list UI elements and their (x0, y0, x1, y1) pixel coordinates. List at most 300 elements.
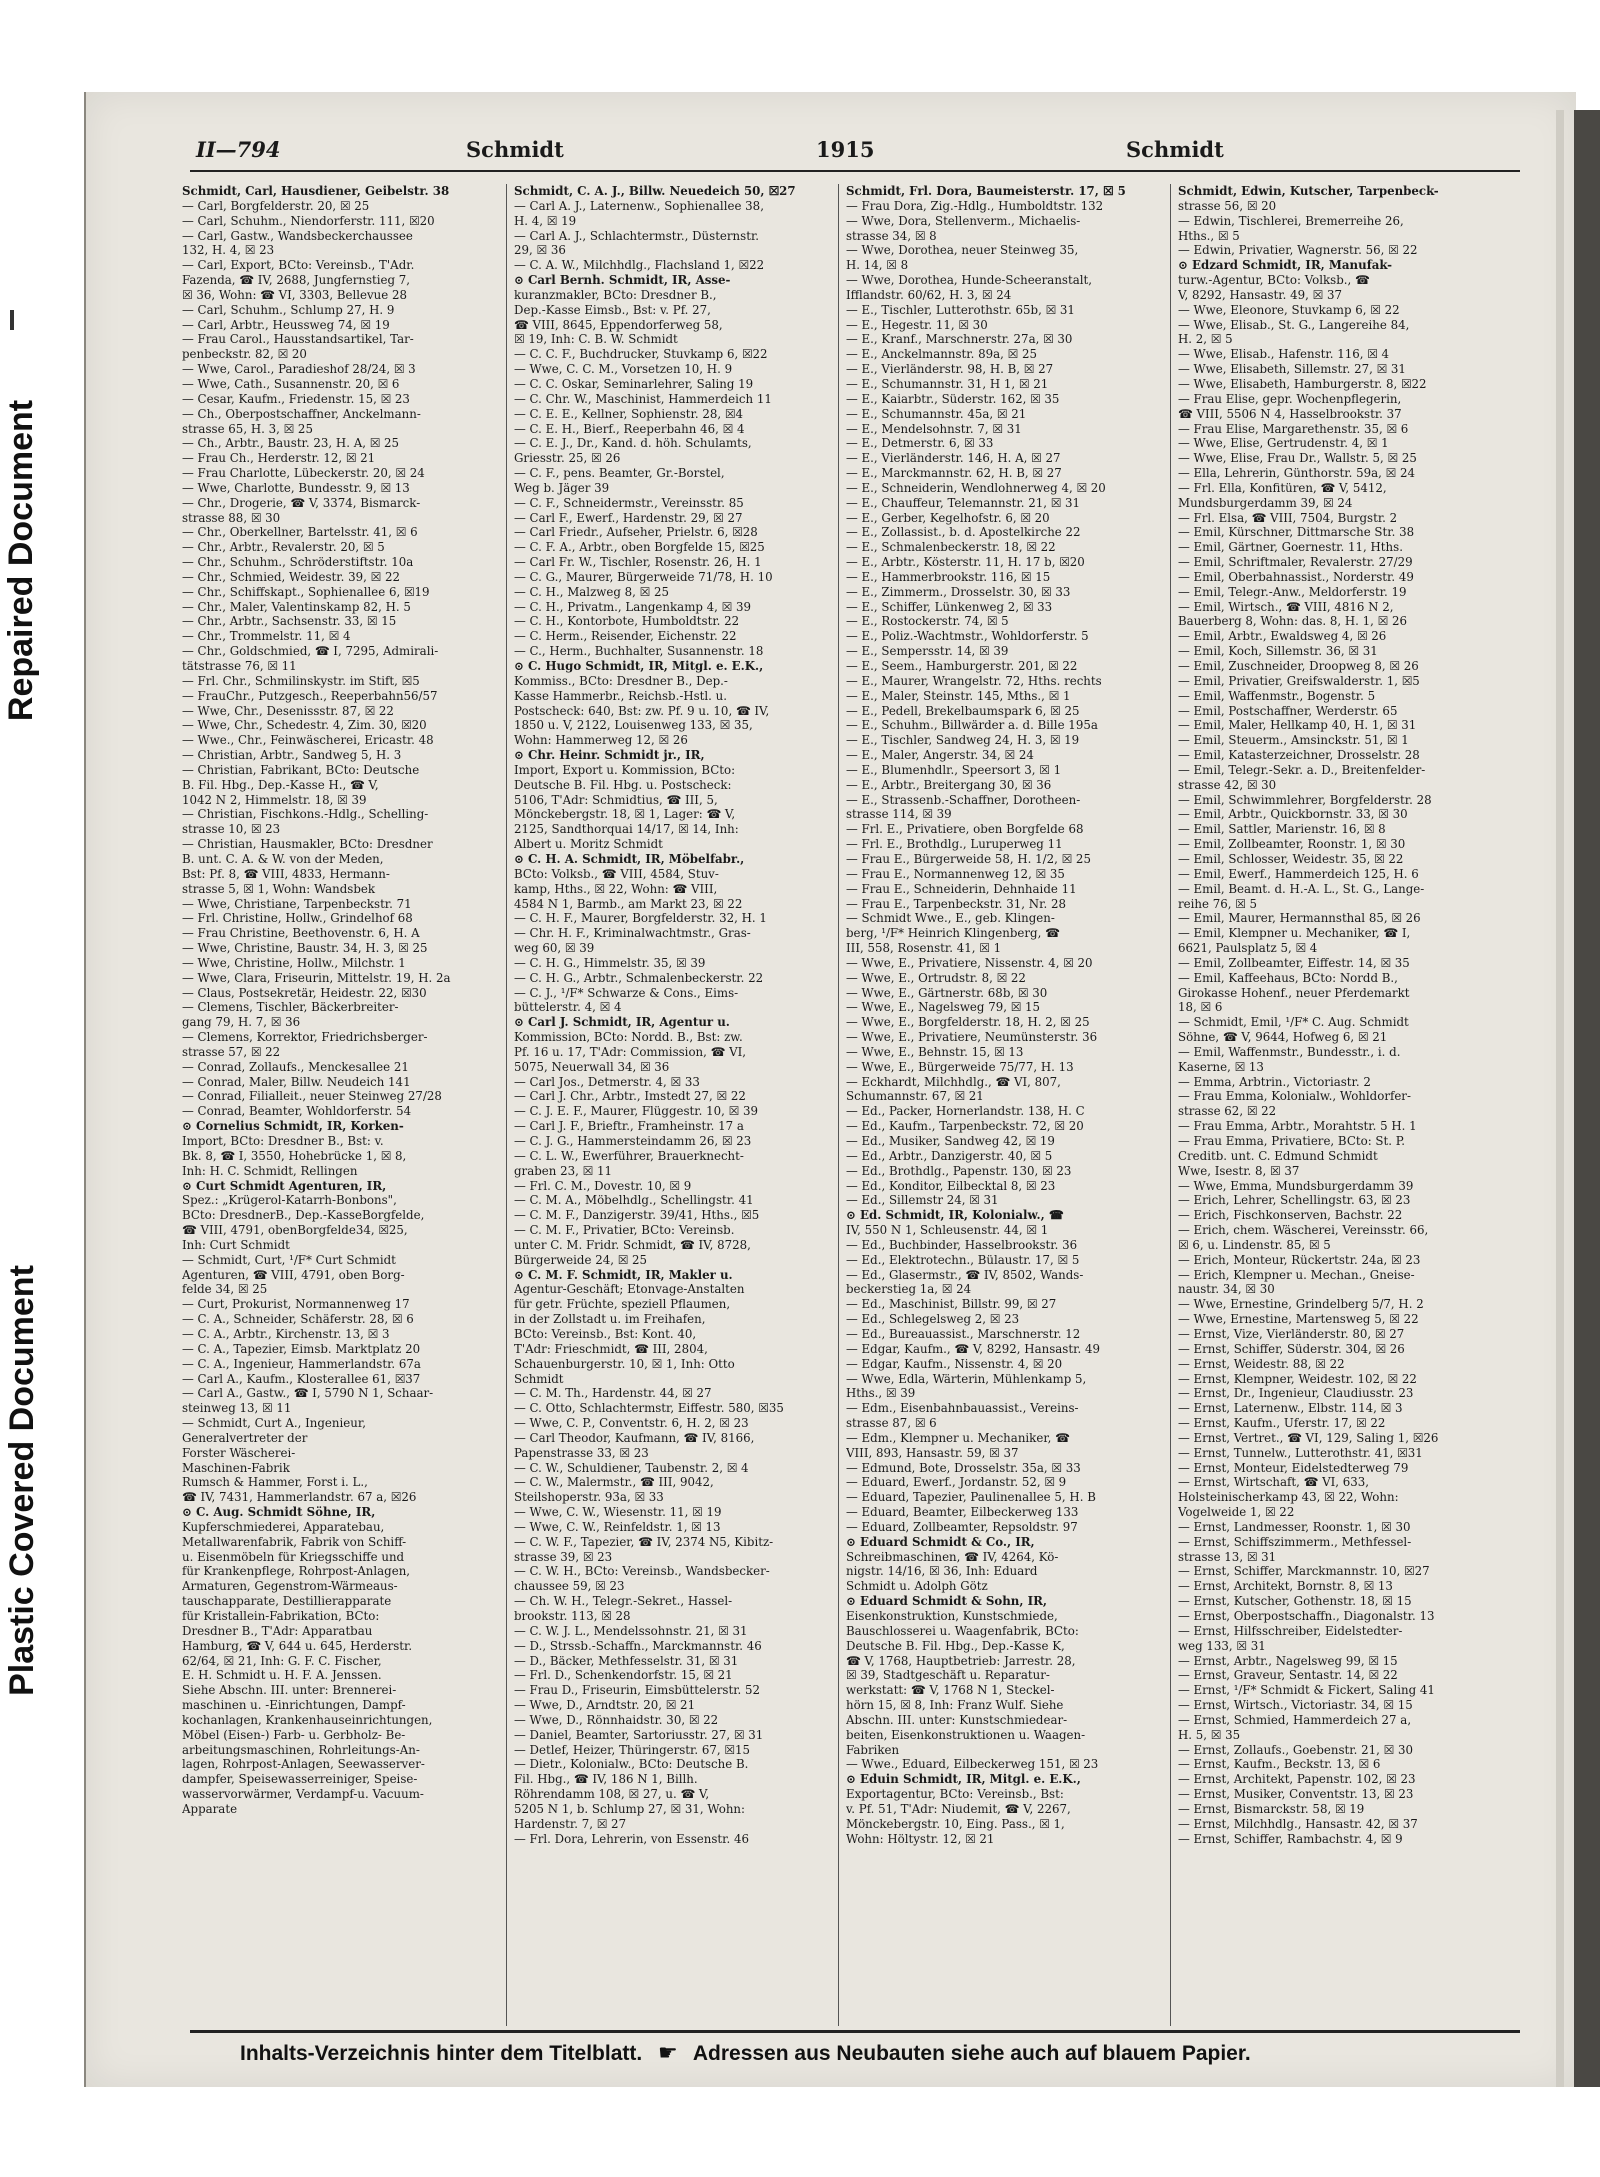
directory-entry: — Ed., Brothdlg., Papenstr. 130, ☒ 23 (846, 1163, 1072, 1178)
directory-entry: — Ernst, Hilfsschreiber, Eidelstedter- (1178, 1623, 1403, 1638)
directory-entry: — Emil, Arbtr., Quickbornstr. 33, ☒ 30 (1178, 807, 1408, 822)
directory-entry: — Wwe, Christine, Hollw., Milchstr. 1 (182, 955, 406, 970)
directory-entry: — Wwe, Eleonore, Stuvkamp 6, ☒ 22 (1178, 302, 1400, 317)
directory-entry: — Wwe, D., Rönnhaidstr. 30, ☒ 22 (514, 1712, 719, 1727)
directory-entry: — Emil, Schlosser, Weidestr. 35, ☒ 22 (1178, 851, 1404, 866)
directory-entry: — Carl, Arbtr., Heussweg 74, ☒ 19 (182, 317, 390, 332)
directory-entry: Schumannstr. 67, ☒ 21 (846, 1089, 984, 1104)
directory-entry: Mönckebergstr. 10, Eing. Pass., ☒ 1, (846, 1816, 1065, 1831)
directory-entry: — Erich, Monteur, Rückertstr. 24a, ☒ 23 (1178, 1252, 1421, 1267)
directory-entry: Postscheck: 640, Bst: zw. Pf. 9 u. 10, ☎ IV, (514, 703, 770, 718)
directory-entry: 132, H. 4, ☒ 23 (182, 243, 275, 258)
directory-entry: — Eduard, Ewerf., Jordanstr. 52, ☒ 9 (846, 1475, 1067, 1490)
directory-entry: — Emil, Zollbeamter, Roonstr. 1, ☒ 30 (1178, 837, 1406, 852)
directory-entry: 6621, Paulsplatz 5, ☒ 4 (1178, 941, 1318, 956)
directory-entry: — E., Marckmannstr. 62, H. B, ☒ 27 (846, 466, 1062, 481)
directory-entry: — C. A. W., Milchhdlg., Flachsland 1, ☒22 (514, 258, 765, 273)
directory-entry: — Daniel, Beamter, Sartoriusstr. 27, ☒ 31 (514, 1727, 764, 1742)
directory-entry: — Frau Emma, Kolonialw., Wohldorfer- (1178, 1089, 1411, 1104)
directory-entry: — Frau Emma, Arbtr., Morahtstr. 5 H. 1 (1178, 1119, 1417, 1134)
directory-entry: Hths., ☒ 39 (846, 1386, 916, 1401)
directory-entry: nigstr. 14/16, ☒ 36, Inh: Eduard (846, 1564, 1038, 1579)
directory-entry: — Wwe, E., Borgfelderstr. 18, H. 2, ☒ 25 (846, 1015, 1090, 1030)
directory-entry: — Wwe, Chr., Desenissstr. 87, ☒ 22 (182, 703, 394, 718)
directory-entry: — Wwe, C. P., Conventstr. 6, H. 2, ☒ 23 (514, 1416, 749, 1431)
directory-entry: — Ernst, Milchhdlg., Hansastr. 42, ☒ 37 (1178, 1816, 1418, 1831)
directory-entry: H. 4, ☒ 19 (514, 213, 577, 228)
directory-entry: Bauerberg 8, Wohn: das. 8, H. 1, ☒ 26 (1178, 614, 1408, 629)
directory-entry: — C. E. E., Kellner, Sophienstr. 28, ☒4 (514, 406, 743, 421)
directory-entry: — Chr. H. F., Kriminalwachtmstr., Gras- (514, 926, 751, 941)
directory-entry: — E., Chauffeur, Telemannstr. 21, ☒ 31 (846, 495, 1081, 510)
directory-entry: — Wwe, Christiane, Tarpenbeckstr. 71 (182, 896, 412, 911)
directory-entry: Mundsburgerdamm 39, ☒ 24 (1178, 495, 1353, 510)
directory-entry: — C. H. G., Arbtr., Schmalenbeckerstr. 22 (514, 970, 764, 985)
directory-entry: — Christian, Fabrikant, BCto: Deutsche (182, 762, 420, 777)
directory-entry: — Wwe, E., Ortrudstr. 8, ☒ 22 (846, 970, 1026, 985)
directory-entry: — Wwe, Dorothea, neuer Steinweg 35, (846, 243, 1079, 258)
directory-entry: — Wwe, E., Privatiere, Neumünsterstr. 36 (846, 1030, 1098, 1045)
directory-entry: maschinen u. -Einrichtungen, Dampf- (182, 1698, 406, 1713)
directory-entry: — Wwe, D., Arndtstr. 20, ☒ 21 (514, 1698, 696, 1713)
directory-entry: strasse 87, ☒ 6 (846, 1416, 937, 1431)
directory-entry: — Wwe, E., Privatiere, Nissenstr. 4, ☒ 20 (846, 955, 1093, 970)
directory-entry: Wwe, Isestr. 8, ☒ 37 (1178, 1163, 1300, 1178)
directory-entry: 29, ☒ 36 (514, 243, 566, 258)
directory-column-2 (514, 184, 822, 2026)
directory-entry: — Ed., Maschinist, Billstr. 99, ☒ 27 (846, 1297, 1057, 1312)
directory-entry: Schmidt, C. A. J., Billw. Neuedeich 50, ☒27 (514, 184, 796, 198)
directory-entry: turw.-Agentur, BCto: Volksb., ☎ (1178, 273, 1370, 288)
directory-entry: Creditb. unt. C. Edmund Schmidt (1178, 1148, 1378, 1163)
directory-entry: — Conrad, Zollaufs., Menckesallee 21 (182, 1059, 409, 1074)
directory-entry: — Schmidt, Emil, ¹/F* C. Aug. Schmidt (1178, 1015, 1409, 1030)
directory-entry: — C. Herm., Reisender, Eichenstr. 22 (514, 629, 737, 644)
directory-entry: — Chr., Schuhm., Schröderstiftstr. 10a (182, 555, 414, 570)
directory-entry: Bst: Pf. 8, ☎ VIII, 4833, Hermann- (182, 866, 390, 881)
directory-entry: Schmidt u. Adolph Götz (846, 1579, 988, 1594)
directory-entry: — Ernst, Musiker, Conventstr. 13, ☒ 23 (1178, 1787, 1414, 1802)
directory-entry: — Frau Elise, Margarethenstr. 35, ☒ 6 (1178, 421, 1409, 436)
directory-entry: Bürgerweide 24, ☒ 25 (514, 1252, 648, 1267)
directory-entry: — Frau Emma, Privatiere, BCto: St. P. (1178, 1134, 1406, 1148)
directory-entry: Armaturen, Gegenstrom-Wärmeaus- (182, 1579, 398, 1594)
directory-entry: Hths., ☒ 5 (1178, 228, 1240, 243)
directory-entry: — Ernst, Dr., Ingenieur, Claudiusstr. 23 (1178, 1386, 1414, 1401)
directory-entry: Bauschlosserei u. Waagenfabrik, BCto: (846, 1623, 1079, 1638)
directory-entry: graben 23, ☒ 11 (514, 1163, 612, 1178)
directory-entry: — E., Schneiderin, Wendlohnerweg 4, ☒ 20 (846, 480, 1106, 495)
directory-entry: — Ch. W. H., Telegr.-Sekret., Hassel- (514, 1594, 733, 1609)
directory-entry: — Frl. E., Brothdlg., Luruperweg 11 (846, 837, 1063, 852)
directory-entry: — Frl. E., Privatiere, oben Borgfelde 68 (846, 822, 1084, 837)
directory-entry: ⊙ C. M. F. Schmidt, IR, Makler u. (514, 1267, 733, 1282)
directory-entry: ☒ 19, Inh: C. B. W. Schmidt (514, 332, 678, 347)
directory-entry: — E., Schumannstr. 45a, ☒ 21 (846, 406, 1027, 421)
directory-entry: — Carl, Export, BCto: Vereinsb., T'Adr. (182, 258, 415, 273)
directory-entry: — Edm., Klempner u. Mechaniker, ☎ (846, 1430, 1070, 1445)
directory-entry: VIII, 893, Hansastr. 59, ☒ 37 (846, 1445, 1019, 1460)
directory-entry: Fazenda, ☎ IV, 2688, Jungfernstieg 7, (182, 273, 411, 288)
directory-entry: — Ernst, Weidestr. 88, ☒ 22 (1178, 1356, 1345, 1371)
directory-entry: Eisenkonstruktion, Kunstschmiede, (846, 1609, 1058, 1623)
directory-entry: — FrauChr., Putzgesch., Reeperbahn56/57 (182, 688, 438, 703)
directory-entry: Griesstr. 25, ☒ 26 (514, 451, 621, 466)
directory-entry: — E., Mendelsohnstr. 7, ☒ 31 (846, 421, 1022, 436)
directory-entry: — Ernst, Arbtr., Nagelsweg 99, ☒ 15 (1178, 1653, 1398, 1668)
directory-entry: — Emil, Ewerf., Hammerdeich 125, H. 6 (1178, 866, 1419, 881)
directory-entry: berg, ¹/F* Heinrich Klingenberg, ☎ (846, 926, 1060, 941)
directory-entry: — Ernst, Schiffer, Marckmannstr. 10, ☒27 (1178, 1564, 1430, 1579)
directory-entry: ⊙ Edzard Schmidt, IR, Manufak- (1178, 258, 1393, 273)
directory-entry: — Frau Charlotte, Lübeckerstr. 20, ☒ 24 (182, 466, 425, 481)
directory-entry: ⊙ C. Hugo Schmidt, IR, Mitgl. e. E.K., (514, 659, 764, 673)
directory-entry: — Chr., Arbtr., Revalerstr. 20, ☒ 5 (182, 540, 385, 555)
directory-entry: — Ed., Musiker, Sandweg 42, ☒ 19 (846, 1134, 1055, 1148)
directory-entry: Papenstrasse 33, ☒ 23 (514, 1445, 649, 1460)
directory-entry: tätstrasse 76, ☒ 11 (182, 659, 297, 673)
directory-entry: — Ed., Schlegelsweg 2, ☒ 23 (846, 1312, 1020, 1327)
directory-entry: — Wwe, E., Bürgerweide 75/77, H. 13 (846, 1059, 1074, 1074)
plastic-covered-document-label: Plastic Covered Document (2, 1264, 41, 1696)
directory-entry: — Ernst, Tunnelw., Lutterothstr. 41, ☒31 (1178, 1445, 1423, 1460)
directory-entry: Agenturen, ☎ VIII, 4791, oben Borg- (182, 1267, 405, 1282)
directory-entry: Inh: H. C. Schmidt, Rellingen (182, 1163, 358, 1178)
directory-entry: Generalvertreter der (182, 1430, 308, 1445)
directory-entry: — D., Bäcker, Methfesselstr. 31, ☒ 31 (514, 1653, 739, 1668)
directory-entry: ⊙ Eduard Schmidt & Co., IR, (846, 1534, 1035, 1549)
directory-entry: Kommission, BCto: Nordd. B., Bst: zw. (514, 1030, 743, 1045)
directory-entry: v. Pf. 51, T'Adr: Niudemit, ☎ V, 2267, (846, 1801, 1071, 1816)
directory-entry: — Conrad, Beamter, Wohldorferstr. 54 (182, 1104, 412, 1119)
directory-entry: Rumsch & Hammer, Forst i. L., (182, 1475, 368, 1490)
directory-entry: ☎ VIII, 8645, Eppendorferweg 58, (514, 317, 723, 332)
directory-entry: H. 5, ☒ 35 (1178, 1727, 1241, 1742)
directory-entry: Forster Wäscherei- (182, 1445, 296, 1460)
directory-entry: — Ernst, Oberpostschaffn., Diagonalstr. 13 (1178, 1609, 1435, 1623)
directory-entry: — Frl. Ella, Konfitüren, ☎ V, 5412, (1178, 480, 1387, 495)
directory-entry: — Carl J. Chr., Arbtr., Imstedt 27, ☒ 22 (514, 1089, 746, 1104)
directory-entry: — C. A., Tapezier, Eimsb. Marktplatz 20 (182, 1341, 421, 1356)
directory-entry: Dep.-Kasse Eimsb., Bst: v. Pf. 27, (514, 302, 711, 317)
directory-entry: — E., Schiffer, Lünkenweg 2, ☒ 33 (846, 599, 1053, 614)
directory-entry: — Emil, Katasterzeichner, Drosselstr. 28 (1178, 748, 1420, 763)
directory-entry: — Conrad, Filialleit., neuer Steinweg 27/28 (182, 1089, 442, 1104)
header-name-right: Schmidt (1126, 137, 1224, 162)
directory-entry: Mönckebergstr. 18, ☒ 1, Lager: ☎ V, (514, 807, 736, 822)
directory-entry: — Carl J. F., Brieftr., Framheinstr. 17 a (514, 1119, 744, 1134)
directory-entry: B. unt. C. A. & W. von der Meden, (182, 851, 384, 866)
directory-entry: — Ernst, Architekt, Papenstr. 102, ☒ 23 (1178, 1772, 1416, 1787)
directory-entry: — Edgar, Kaufm., Nissenstr. 4, ☒ 20 (846, 1356, 1063, 1371)
directory-entry: — Emil, Schriftmaler, Revalerstr. 27/29 (1178, 555, 1413, 570)
directory-entry: arbeitungsmaschinen, Rohrleitungs-An- (182, 1742, 420, 1757)
directory-entry: — C. J. G., Hammersteindamm 26, ☒ 23 (514, 1134, 752, 1148)
directory-entry: Schreibmaschinen, ☎ IV, 4264, Kö- (846, 1549, 1059, 1564)
directory-entry: weg 60, ☒ 39 (514, 941, 595, 956)
directory-entry: — C. H., Privatm., Langenkamp 4, ☒ 39 (514, 599, 752, 614)
directory-entry: — C. J., ¹/F* Schwarze & Cons., Eims- (514, 985, 739, 1000)
directory-entry: beckerstieg 1a, ☒ 24 (846, 1282, 972, 1297)
directory-entry: Weg b. Jäger 39 (514, 480, 610, 495)
directory-entry: ☒ 6, u. Lindenstr. 85, ☒ 5 (1178, 1237, 1331, 1252)
directory-entry: Maschinen-Fabrik (182, 1460, 290, 1475)
directory-entry: Girokasse Hohenf., neuer Pferdemarkt (1178, 985, 1410, 1000)
directory-entry: Inh: Curt Schmidt (182, 1237, 290, 1252)
directory-entry: — Emil, Wirtsch., ☎ VIII, 4816 N 2, (1178, 599, 1394, 614)
directory-entry: — Wwe, Dorothea, Hunde-Scheeranstalt, (846, 273, 1093, 288)
directory-entry: — Ernst, Schiffer, Süderstr. 304, ☒ 26 (1178, 1341, 1405, 1356)
page-number: II—794 (196, 137, 281, 162)
directory-entry: — Wwe, C. W., Wiesenstr. 11, ☒ 19 (514, 1505, 722, 1520)
directory-entry: — Wwe, E., Behnstr. 15, ☒ 13 (846, 1044, 1024, 1059)
directory-entry: BCto: Vereinsb., Bst: Kont. 40, (514, 1326, 697, 1341)
directory-entry: — E., Maler, Steinstr. 145, Mths., ☒ 1 (846, 688, 1071, 703)
footer-rule (190, 2030, 1520, 2033)
directory-column-3 (846, 184, 1154, 2026)
directory-entry: strasse 10, ☒ 23 (182, 822, 281, 837)
directory-entry: — Ernst, Monteur, Eidelstedterweg 79 (1178, 1460, 1409, 1475)
directory-entry: — Frau Dora, Zig.-Hdlg., Humboldtstr. 132 (846, 198, 1104, 213)
directory-entry: — E., Anckelmannstr. 89a, ☒ 25 (846, 347, 1037, 362)
directory-entry: — Frau Ch., Herderstr. 12, ☒ 21 (182, 451, 376, 466)
directory-entry: — Carl, Schuhm., Niendorferstr. 111, ☒20 (182, 213, 435, 228)
directory-entry: — Ernst, Wirtsch., Victoriastr. 34, ☒ 15 (1178, 1698, 1413, 1713)
directory-entry: — Ed., Arbtr., Danzigerstr. 40, ☒ 5 (846, 1148, 1053, 1163)
directory-entry: unter C. M. Fridr. Schmidt, ☎ IV, 8728, (514, 1237, 751, 1252)
directory-entry: — E., Hammerbrookstr. 116, ☒ 15 (846, 569, 1051, 584)
directory-entry: — Ernst, Kaufm., Beckstr. 13, ☒ 6 (1178, 1757, 1381, 1772)
directory-entry: — Christian, Fischkons.-Hdlg., Schelling- (182, 807, 429, 822)
directory-entry: — Edmund, Bote, Drosselstr. 35a, ☒ 33 (846, 1460, 1081, 1475)
directory-entry: Agentur-Geschäft; Etonvage-Anstalten (514, 1282, 745, 1297)
directory-entry: — Claus, Postsekretär, Heidestr. 22, ☒30 (182, 985, 427, 1000)
column-divider (506, 184, 507, 2026)
directory-entry: — Frau Elise, gepr. Wochenpflegerin, (1178, 391, 1402, 406)
directory-entry: Bk. 8, ☎ I, 3550, Hohebrücke 1, ☒ 8, (182, 1148, 407, 1163)
directory-entry: — Frau Carol., Hausstandsartikel, Tar- (182, 332, 414, 347)
directory-entry: in der Zollstadt u. im Freihafen, (514, 1312, 706, 1327)
directory-entry: — Clemens, Tischler, Bäckerbreiter- (182, 1000, 399, 1015)
directory-entry: — Wwe, Ernestine, Martensweg 5, ☒ 22 (1178, 1312, 1419, 1327)
directory-entry: — E., Kaiarbtr., Süderstr. 162, ☒ 35 (846, 391, 1060, 406)
directory-entry: büttelerstr. 4, ☒ 4 (514, 1000, 622, 1015)
directory-entry: ⊙ Eduin Schmidt, IR, Mitgl. e. E.K., (846, 1772, 1081, 1787)
directory-entry: — Edm., Eisenbahnbauassist., Vereins- (846, 1401, 1079, 1416)
directory-entry: — E., Gerber, Kegelhofstr. 6, ☒ 20 (846, 510, 1050, 525)
directory-entry: — Frl. D., Schenkendorfstr. 15, ☒ 21 (514, 1668, 733, 1683)
directory-entry: gang 79, H. 7, ☒ 36 (182, 1015, 301, 1030)
directory-entry: strasse 34, ☒ 8 (846, 228, 937, 243)
directory-entry: — Ernst, Laternenw., Elbstr. 114, ☒ 3 (1178, 1401, 1403, 1416)
directory-entry: — Wwe, C. C. M., Vorsetzen 10, H. 9 (514, 362, 733, 377)
directory-entry: Ifflandstr. 60/62, H. 3, ☒ 24 (846, 287, 1012, 302)
margin-mark (10, 310, 14, 330)
directory-entry: — Emil, Waffenmstr., Bundesstr., i. d. (1178, 1044, 1401, 1059)
header-year: 1915 (816, 137, 875, 162)
directory-entry: — Ernst, Schiffszimmerm., Methfessel- (1178, 1534, 1412, 1549)
directory-entry: — Schmidt, Curt, ¹/F* Curt Schmidt (182, 1252, 396, 1267)
directory-entry: — Emil, Maler, Hellkamp 40, H. 1, ☒ 31 (1178, 718, 1417, 733)
directory-entry: — E., Zimmerm., Drosselstr. 30, ☒ 33 (846, 584, 1071, 599)
directory-entry: — Carl Friedr., Aufseher, Prielstr. 6, ☒28 (514, 525, 758, 540)
directory-entry: Schmidt (514, 1371, 564, 1386)
directory-entry: H. 14, ☒ 8 (846, 258, 909, 273)
directory-entry: Schmidt, Edwin, Kutscher, Tarpenbeck- (1178, 184, 1439, 198)
directory-entry: — Carl Theodor, Kaufmann, ☎ IV, 8166, (514, 1430, 755, 1445)
directory-entry: — E., Arbtr., Breitergang 30, ☒ 36 (846, 777, 1052, 792)
directory-entry: — Chr., Maler, Valentinskamp 82, H. 5 (182, 599, 411, 614)
directory-entry: — Emil, Klempner u. Mechaniker, ☎ I, (1178, 926, 1411, 941)
directory-entry: Söhne, ☎ V, 9644, Hofweg 6, ☒ 21 (1178, 1030, 1388, 1045)
directory-entry: — C. W., Malermstr., ☎ III, 9042, (514, 1475, 714, 1490)
directory-entry: — E., Sempersstr. 14, ☒ 39 (846, 644, 1009, 659)
directory-entry: felde 34, ☒ 25 (182, 1282, 268, 1297)
directory-entry: — C. W. J. L., Mendelssohnstr. 21, ☒ 31 (514, 1623, 748, 1638)
directory-entry: — Wwe, Dora, Stellenverm., Michaelis- (846, 213, 1081, 228)
directory-entry: — Wwe., Chr., Feinwäscherei, Ericastr. 48 (182, 733, 434, 748)
directory-entry: — Ch., Arbtr., Baustr. 23, H. A, ☒ 25 (182, 436, 400, 451)
directory-entry: — Emil, Privatier, Greifswalderstr. 1, ☒5 (1178, 673, 1420, 688)
directory-entry: Abschn. III. unter: Kunstschmiedear- (846, 1712, 1068, 1727)
directory-entry: Schmidt, Carl, Hausdiener, Geibelstr. 38 (182, 184, 450, 198)
footer-newbuild-note: Adressen aus Neubauten siehe auch auf blauem Papier. (692, 2042, 1251, 2065)
directory-entry: 4584 N 1, Barmb., am Markt 23, ☒ 22 (514, 896, 743, 911)
directory-entry: ⊙ C. H. A. Schmidt, IR, Möbelfabr., (514, 851, 745, 866)
directory-entry: — C. W. H., BCto: Vereinsb., Wandsbecker- (514, 1564, 770, 1579)
directory-entry: — Chr., Schmied, Weidestr. 39, ☒ 22 (182, 569, 400, 584)
directory-entry: — C. W. F., Tapezier, ☎ IV, 2374 N5, Kibitz- (514, 1534, 774, 1549)
directory-entry: Kaserne, ☒ 13 (1178, 1059, 1264, 1074)
directory-entry: ⊙ Eduard Schmidt & Sohn, IR, (846, 1594, 1048, 1609)
directory-entry: — Erich, Klempner u. Mechan., Gneise- (1178, 1267, 1415, 1282)
directory-entry: Deutsche B. Fil. Hbg., Dep.-Kasse K, (846, 1638, 1065, 1653)
directory-entry: — Ernst, Klempner, Weidestr. 102, ☒ 22 (1178, 1371, 1417, 1386)
directory-entry: — C. H., Malzweg 8, ☒ 25 (514, 584, 670, 599)
footer-index-note: Inhalts-Verzeichnis hinter dem Titelblatt. (240, 2042, 643, 2065)
directory-entry: — E., Schmalenbeckerstr. 18, ☒ 22 (846, 540, 1056, 555)
directory-entry: — Emil, Zuschneider, Droopweg 8, ☒ 26 (1178, 659, 1419, 673)
directory-entry: — Wwe, Clara, Friseurin, Mittelstr. 19, H. 2a (182, 970, 451, 985)
directory-entry: werkstatt: ☎ V, 1768 N 1, Steckel- (846, 1683, 1055, 1698)
directory-entry: — Emil, Telegr.-Sekr. a. D., Breitenfelder- (1178, 762, 1426, 777)
directory-entry: — Wwe, Elise, Gertrudenstr. 4, ☒ 1 (1178, 436, 1389, 451)
directory-entry: — E., Kranf., Marschnerstr. 27a, ☒ 30 (846, 332, 1073, 347)
directory-entry: — E., Tischler, Sandweg 24, H. 3, ☒ 19 (846, 733, 1080, 748)
directory-entry: ⊙ Carl Bernh. Schmidt, IR, Asse- (514, 273, 731, 288)
directory-entry: — Schmidt Wwe., E., geb. Klingen- (846, 911, 1055, 926)
directory-entry: — Emil, Arbtr., Ewaldsweg 4, ☒ 26 (1178, 629, 1387, 644)
directory-entry: 1850 u. V, 2122, Louisenweg 133, ☒ 35, (514, 718, 753, 733)
directory-entry: — Wwe, Emma, Mundsburgerdamm 39 (1178, 1178, 1414, 1193)
directory-entry: — Ernst, Landmesser, Roonstr. 1, ☒ 30 (1178, 1519, 1411, 1534)
directory-entry: Schmidt, Frl. Dora, Baumeisterstr. 17, ☒ 5 (846, 184, 1126, 198)
directory-entry: — Frl. Dora, Lehrerin, von Essenstr. 46 (514, 1831, 749, 1846)
directory-entry: — C. C. F., Buchdrucker, Stuvkamp 6, ☒22 (514, 347, 768, 362)
directory-entry: Wohn: Hammerweg 12, ☒ 26 (514, 733, 688, 748)
directory-entry: ☒ 36, Wohn: ☎ VI, 3303, Bellevue 28 (182, 287, 408, 302)
directory-entry: — Carl A., Kaufm., Klosterallee 61, ☒37 (182, 1371, 421, 1386)
directory-entry: ☎ V, 1768, Hauptbetrieb: Jarrestr. 28, (846, 1653, 1076, 1668)
directory-entry: — C. Otto, Schlachtermstr, Eiffestr. 580, ☒35 (514, 1401, 784, 1416)
directory-entry: — C. F. A., Arbtr., oben Borgfelde 15, ☒25 (514, 540, 765, 555)
header-name-left: Schmidt (466, 137, 564, 162)
directory-entry: — C. M. Th., Hardenstr. 44, ☒ 27 (514, 1386, 712, 1401)
directory-entry: — Ernst, ¹/F* Schmidt & Fickert, Saling 41 (1178, 1683, 1435, 1698)
directory-entry: — Ernst, Zollaufs., Goebenstr. 21, ☒ 30 (1178, 1742, 1413, 1757)
directory-entry: strasse 39, ☒ 23 (514, 1549, 613, 1564)
directory-entry: V, 8292, Hansastr. 49, ☒ 37 (1178, 287, 1342, 302)
directory-entry: 5106, T'Adr: Schmidtius, ☎ III, 5, (514, 792, 718, 807)
page-header (196, 137, 1236, 171)
directory-entry: — Emil, Kaffeehaus, BCto: Nordd B., (1178, 970, 1398, 985)
directory-entry: IV, 550 N 1, Schleusenstr. 44, ☒ 1 (846, 1223, 1049, 1238)
directory-entry: — Frau Christine, Beethovenstr. 6, H. A (182, 926, 420, 941)
directory-entry: B. Fil. Hbg., Dep.-Kasse H., ☎ V, (182, 777, 379, 792)
directory-entry: — E., Maurer, Wrangelstr. 72, Hths. rechts (846, 673, 1102, 688)
directory-entry: Exportagentur, BCto: Vereinsb., Bst: (846, 1787, 1064, 1802)
directory-entry: 5075, Neuerwall 34, ☒ 36 (514, 1059, 670, 1074)
repaired-document-label: Repaired Document (2, 399, 41, 721)
directory-entry: wasservorwärmer, Verdampf-u. Vacuum- (182, 1787, 424, 1802)
directory-entry: Metallwarenfabrik, Fabrik von Schiff- (182, 1534, 407, 1549)
page-edge (1556, 110, 1564, 2087)
directory-entry: — C. J. E. F., Maurer, Flüggestr. 10, ☒ 39 (514, 1104, 758, 1119)
directory-entry: — Eduard, Tapezier, Paulinenallee 5, H. B (846, 1490, 1096, 1505)
directory-entry: strasse 42, ☒ 30 (1178, 777, 1277, 792)
directory-entry: — Wwe, Ernestine, Grindelberg 5/7, H. 2 (1178, 1297, 1424, 1312)
directory-entry: — Frl. Christine, Hollw., Grindelhof 68 (182, 911, 413, 926)
directory-entry: — C., Herm., Buchhalter, Susannenstr. 18 (514, 644, 764, 659)
directory-entry: — E., Zollassist., b. d. Apostelkirche 22 (846, 525, 1081, 540)
directory-entry: — Ed., Konditor, Eilbecktal 8, ☒ 23 (846, 1178, 1056, 1193)
directory-entry: ⊙ Chr. Heinr. Schmidt jr., IR, (514, 748, 705, 763)
directory-entry: — E., Pedell, Brekelbaumspark 6, ☒ 25 (846, 703, 1080, 718)
directory-entry: — Ernst, Kaufm., Uferstr. 17, ☒ 22 (1178, 1416, 1386, 1431)
directory-entry: penbeckstr. 82, ☒ 20 (182, 347, 307, 362)
directory-entry: Import, Export u. Kommission, BCto: (514, 762, 736, 777)
directory-entry: — Carl, Borgfelderstr. 20, ☒ 25 (182, 198, 370, 213)
directory-entry: für Kristallein-Fabrikation, BCto: (182, 1609, 380, 1623)
directory-entry: — C. F., Schneidermstr., Vereinsstr. 85 (514, 495, 744, 510)
directory-entry: — C. H. G., Himmelstr. 35, ☒ 39 (514, 955, 706, 970)
column-divider (1170, 184, 1171, 2026)
directory-entry: — Wwe., Eduard, Eilbeckerweg 151, ☒ 23 (846, 1757, 1099, 1772)
directory-entry: 18, ☒ 6 (1178, 1000, 1223, 1015)
directory-entry: — Emil, Waffenmstr., Bogenstr. 5 (1178, 688, 1376, 703)
pointing-hand-icon: ☛ (658, 2040, 678, 2065)
binding-shadow (1574, 110, 1600, 2087)
directory-entry: — Wwe, Edla, Wärterin, Mühlenkamp 5, (846, 1371, 1087, 1386)
directory-entry: — E., Strassenb.-Schaffner, Dorotheen- (846, 792, 1081, 807)
directory-entry: BCto: DresdnerB., Dep.-KasseBorgfelde, (182, 1208, 425, 1223)
directory-entry: kamp, Hths., ☒ 22, Wohn: ☎ VIII, (514, 881, 718, 896)
directory-entry: Apparate (182, 1801, 238, 1816)
directory-entry: — Wwe, Chr., Schedestr. 4, Zim. 30, ☒20 (182, 718, 427, 733)
directory-entry: ☎ VIII, 5506 N 4, Hasselbrookstr. 37 (1178, 406, 1402, 421)
directory-entry: 62/64, ☒ 21, Inh: G. F. C. Fischer, (182, 1653, 382, 1668)
header-rule (190, 170, 1520, 172)
directory-entry: BCto: Volksb., ☎ VIII, 4584, Stuv- (514, 866, 719, 881)
directory-entry: Fabriken (846, 1742, 900, 1757)
directory-entry: — E., Tischler, Lutterothstr. 65b, ☒ 31 (846, 302, 1075, 317)
directory-entry: hörn 15, ☒ 8, Inh: Franz Wulf. Siehe (846, 1698, 1064, 1713)
directory-entry: — Dietr., Kolonialw., BCto: Deutsche B. (514, 1757, 749, 1772)
directory-entry: dampfer, Speisewasserreiniger, Speise- (182, 1772, 418, 1787)
directory-entry: — E., Detmerstr. 6, ☒ 33 (846, 436, 994, 451)
directory-entry: naustr. 34, ☒ 30 (1178, 1282, 1275, 1297)
directory-entry: strasse 88, ☒ 30 (182, 510, 281, 525)
